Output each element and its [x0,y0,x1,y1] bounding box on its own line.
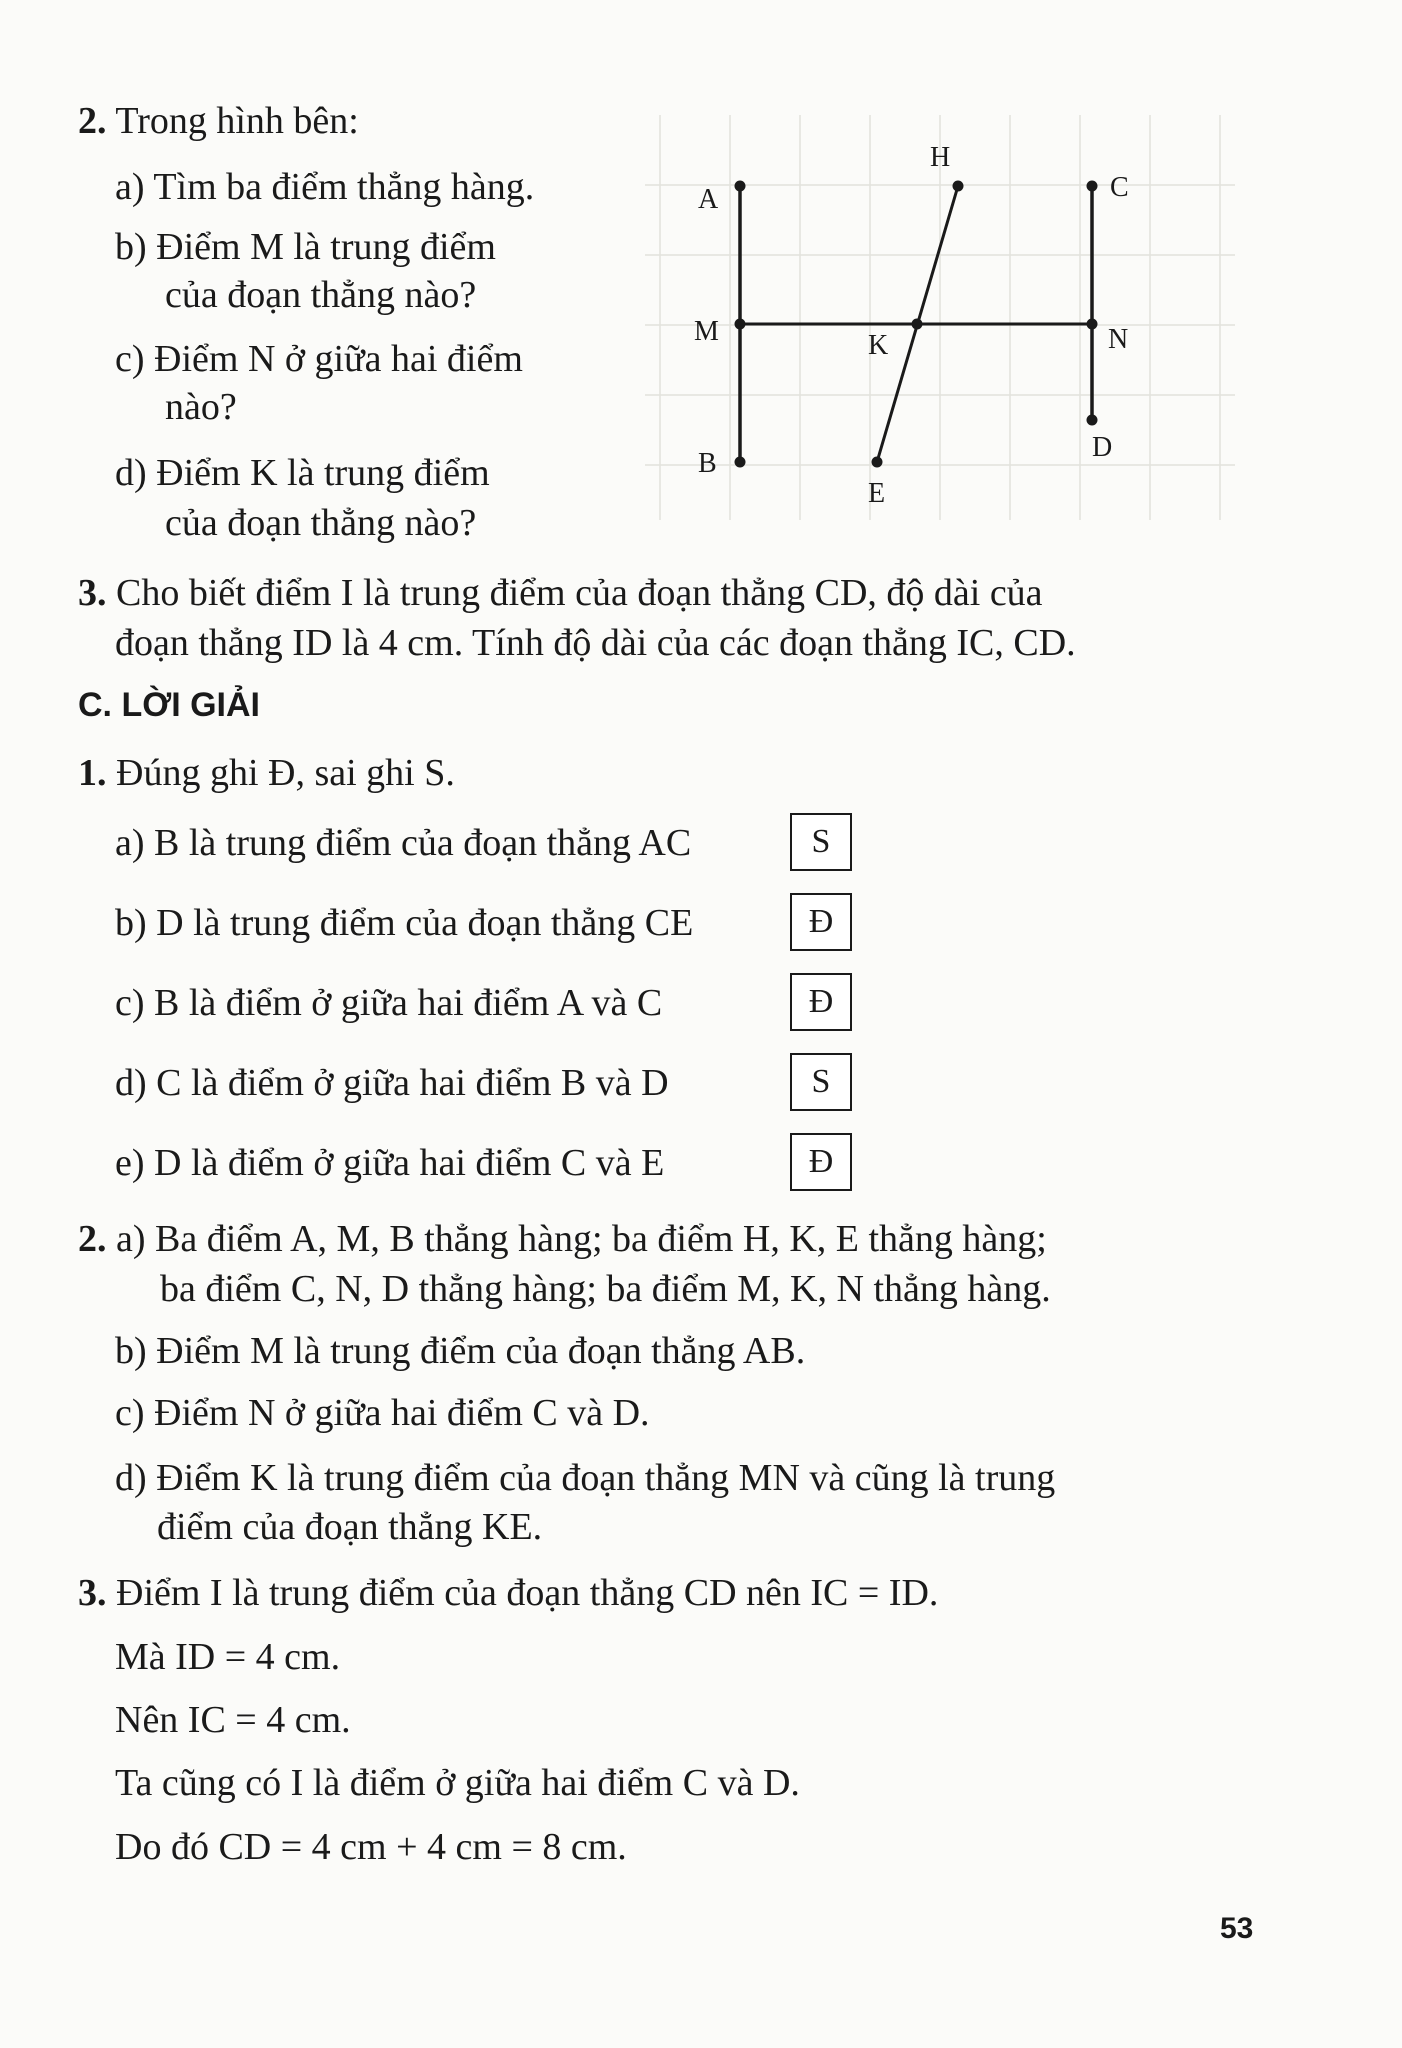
label-e: E [868,478,886,509]
label-m: M [694,316,719,347]
label-a: A [698,184,719,215]
exercise-text: Cho biết điểm I là trung điểm của đoạn thẳng CD, độ dài của [116,572,1043,614]
solution-number: 1. [78,752,107,794]
question-d-line2: của đoạn thẳng nào? [165,502,477,544]
solution-2-a-line1 [78,1216,1047,1262]
page-number: 53 [1220,1912,1254,1945]
answer-box-b: Đ [790,893,852,951]
solution-2-b: b) Điểm M là trung điểm của đoạn thẳng AB. [115,1330,806,1372]
statement-d: d) C là điểm ở giữa hai điểm B và D [115,1062,669,1104]
answer-box-d: S [790,1053,852,1111]
question-b-line2: của đoạn thẳng nào? [165,274,477,316]
question-c-line2: nào? [165,386,237,428]
point-d [1087,415,1098,426]
exercise-3-line2: đoạn thẳng ID là 4 cm. Tính độ dài của các đoạn thẳng IC, CD. [115,622,1076,664]
exercise-number: 2. [78,100,107,142]
exercise-title: Trong hình bên: [115,100,359,142]
solution-2-d-line2: điểm của đoạn thẳng KE. [157,1506,543,1548]
solution-3-line2: Mà ID = 4 cm. [115,1636,341,1678]
label-n: N [1108,324,1129,355]
point-m [735,319,746,330]
statement-c: c) B là điểm ở giữa hai điểm A và C [115,982,663,1024]
section-heading: C. LỜI GIẢI [78,686,261,724]
solution-number: 3. [78,1572,107,1614]
label-k: K [868,330,889,361]
answer-box-e: Đ [790,1133,852,1191]
point-k [912,319,923,330]
solution-text: a) Ba điểm A, M, B thẳng hàng; ba điểm H, K, E thẳng hàng; [116,1218,1047,1260]
solution-number: 2. [78,1218,107,1260]
statement-e: e) D là điểm ở giữa hai điểm C và E [115,1142,665,1184]
point-a [735,181,746,192]
exercise-2 [78,98,359,144]
solution-3-line1 [78,1570,938,1616]
label-c: C [1110,172,1129,203]
statement-a: a) B là trung điểm của đoạn thẳng AC [115,822,692,864]
solution-2-c: c) Điểm N ở giữa hai điểm C và D. [115,1392,650,1434]
exercise-3-line1 [78,570,1043,616]
point-c [1087,181,1098,192]
solution-title: Đúng ghi Đ, sai ghi S. [116,752,455,794]
question-a: a) Tìm ba điểm thẳng hàng. [115,166,535,208]
solution-3-line4: Ta cũng có I là điểm ở giữa hai điểm C và D. [115,1762,800,1804]
label-b: B [698,448,717,479]
point-n [1087,319,1098,330]
solution-1 [78,750,455,796]
point-e [872,457,883,468]
answer-box-a: S [790,813,852,871]
question-b-line1: b) Điểm M là trung điểm [115,226,496,268]
solution-3-line5: Do đó CD = 4 cm + 4 cm = 8 cm. [115,1826,627,1868]
geometry-figure [640,110,1240,530]
point-h [953,181,964,192]
label-h: H [930,142,951,173]
solution-2-d-line1: d) Điểm K là trung điểm của đoạn thẳng MN và cũng là trung [115,1457,1056,1499]
question-d-line1: d) Điểm K là trung điểm [115,452,490,494]
question-c-line1: c) Điểm N ở giữa hai điểm [115,338,523,380]
solution-text: Điểm I là trung điểm của đoạn thẳng CD nên IC = ID. [116,1572,939,1614]
answer-box-c: Đ [790,973,852,1031]
statement-b: b) D là trung điểm của đoạn thẳng CE [115,902,694,944]
solution-2-a-line2: ba điểm C, N, D thẳng hàng; ba điểm M, K, N thẳng hàng. [160,1268,1051,1310]
point-b [735,457,746,468]
exercise-number: 3. [78,572,107,614]
solution-3-line3: Nên IC = 4 cm. [115,1699,351,1741]
label-d: D [1092,432,1113,463]
